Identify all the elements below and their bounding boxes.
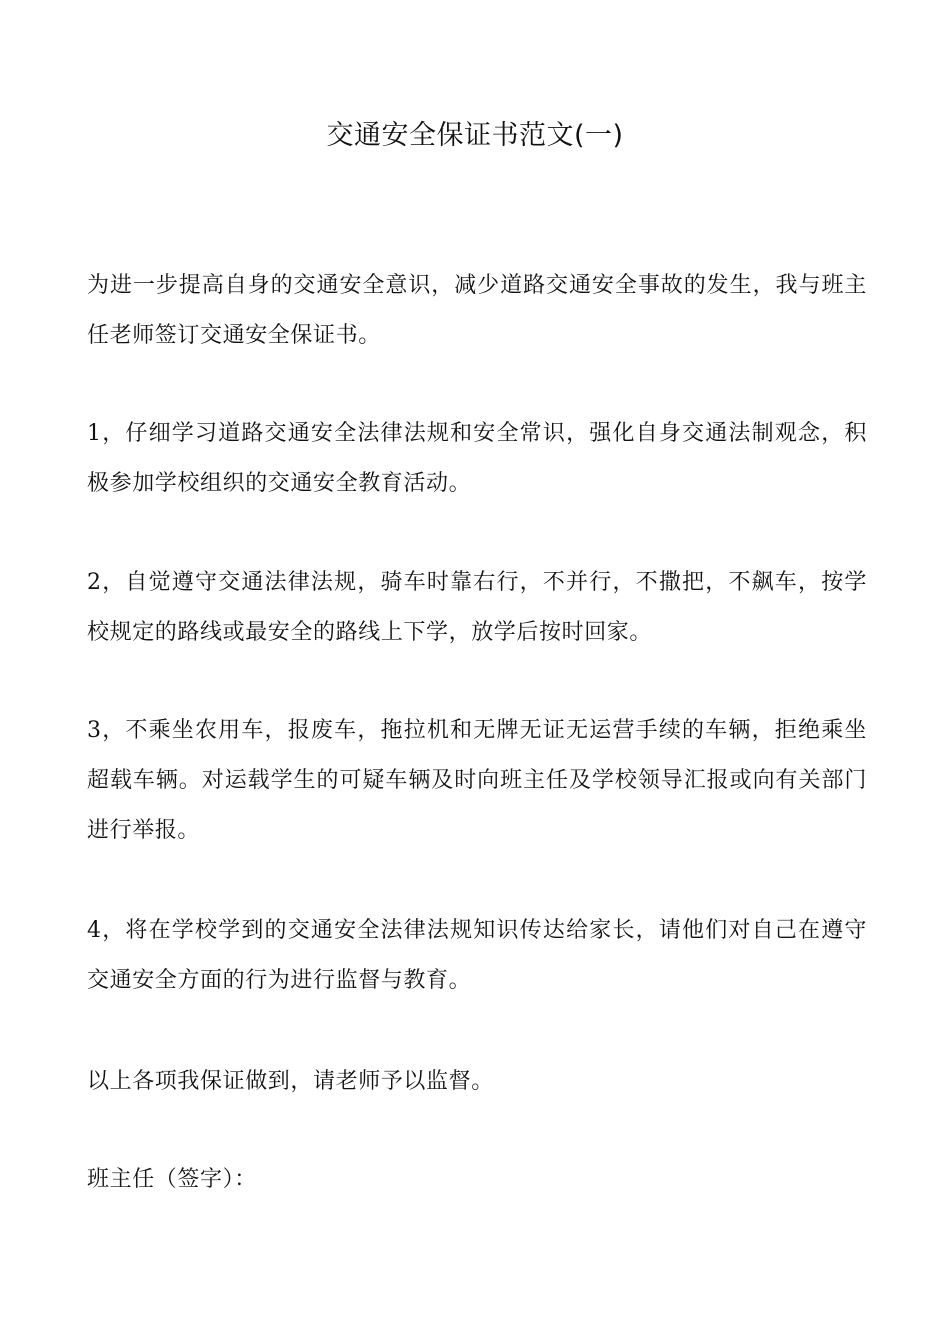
document-title: 交通安全保证书范文(一) <box>326 120 624 151</box>
list-item: 3，不乘坐农用车，报废车，拖拉机和无牌无证无运营手续的车辆，拒绝乘坐超载车辆。对运载学生的可疑车辆及时向班主任及学校领导汇报或向有关部门进行举报。 <box>87 718 867 843</box>
intro-paragraph: 为进一步提高自身的交通安全意识，减少道路交通安全事故的发生，我与班主任老师签订交通安全保证书。 <box>87 273 867 348</box>
closing-paragraph: 以上各项我保证做到，请老师予以监督。 <box>87 1069 494 1094</box>
list-item: 4，将在学校学到的交通安全法律法规知识传达给家长，请他们对自己在遵守交通安全方面的行为进行监督与教育。 <box>87 918 867 993</box>
signature-label: 班主任（签字）： <box>87 1167 257 1192</box>
list-item: 2，自觉遵守交通法律法规，骑车时靠右行，不并行，不撒把，不飙车，按学校规定的路线或最安全的路线上下学，放学后按时回家。 <box>87 570 867 645</box>
list-item: 1，仔细学习道路交通安全法律法规和安全常识，强化自身交通法制观念，积极参加学校组织的交通安全教育活动。 <box>87 421 867 496</box>
